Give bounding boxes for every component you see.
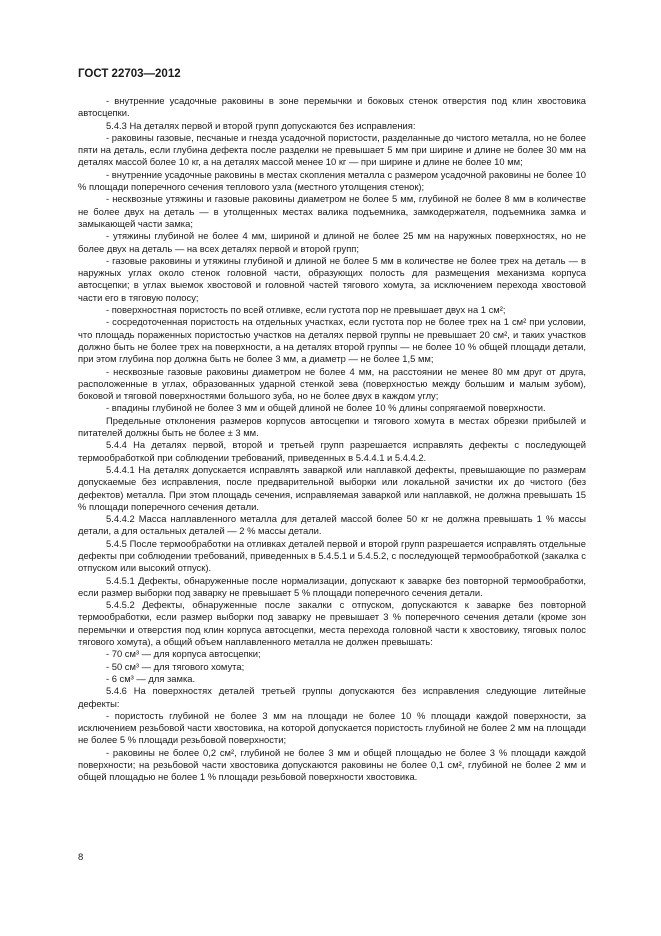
paragraph: - впадины глубиной не более 3 мм и общей длиной не более 10 % длины сопрягаемой поверхности. <box>106 402 546 414</box>
paragraph: - внутренние усадочные раковины в зоне перемычки и боковых стенок отверстия под клин хвостовика автосцепки. <box>78 95 586 119</box>
paragraph: - поверхностная пористость по всей отливке, если густота пор не превышает двух на 1 см²; <box>106 304 506 316</box>
paragraph: 5.4.4 На деталях первой, второй и третьей групп разрешается исправлять дефекты с последующей термообработкой при соблюдении требований, приведенных в 5.4.4.1 и 5.4.4.2. <box>78 439 586 463</box>
list-item: - 6 см³ — для замка. <box>106 672 196 684</box>
paragraph: 5.4.4.1 На деталях допускается исправлять заваркой или наплавкой дефекты, превышающие по размерам допускаемые без исправления, после предварительной выборки или локальной зачистки их до чистого (без дефектов) металла. При этом площадь сечения, исправляемая заваркой или наплавкой, не должна превышать 15 % площади поперечного сечения детали. <box>78 463 586 512</box>
paragraph: 5.4.5.1 Дефекты, обнаруженные после нормализации, допускают к заварке без повторной термообработки, если размер выборки под заварку не превышает 5 % площади поперечного сечения детали. <box>78 574 586 598</box>
document-header: ГОСТ 22703—2012 <box>78 68 181 80</box>
list-item: - 70 см³ — для корпуса автосцепки; <box>106 648 261 660</box>
document-body <box>78 95 586 784</box>
paragraph: - несквозные газовые раковины диаметром не более 4 мм, на расстоянии не менее 80 мм друг от друга, расположенные в углах, образованных ударной стенкой зева (поверхностью между большим и малым зубом), боковой и тяговой поверхностями большого зуба, но не более двух в каждом углу; <box>78 365 586 402</box>
paragraph: 5.4.3 На деталях первой и второй групп допускаются без исправления: <box>106 119 416 131</box>
paragraph: 5.4.5 После термообработки на отливках деталей первой и второй групп разрешается исправлять отдельные дефекты при соблюдении требований, приведенных в 5.4.5.1 и 5.4.5.2, с последующей термообработкой (закалка с отпуском или высокий отпуск). <box>78 537 586 574</box>
paragraph: - несквозные утяжины и газовые раковины диаметром не более 5 мм, глубиной не более 8 мм в количестве не более двух на деталь — в утолщенных местах валика подъемника, замкодержателя, подъемника замка и замыкающей части замка; <box>78 193 586 229</box>
paragraph: - внутренние усадочные раковины в местах скопления металла с размером усадочной раковины не более 10 % площади поперечного сечения теплового узла (местного утолщения стенок); <box>78 168 586 193</box>
list-item: - 50 см³ — для тягового хомута; <box>106 660 245 672</box>
paragraph: Предельные отклонения размеров корпусов автосцепки и тягового хомута в местах обрезки прибылей и питателей должны быть не более ± 3 мм. <box>78 414 586 439</box>
paragraph: - газовые раковины и утяжины глубиной и длиной не более 5 мм в количестве не более трех на деталь — в наружных углах около стенок головной части, образующих полость для размещения механизма корпуса автосцепки; в углах выемок хвостовой и головной частей тягового хомута, за исключением перехода хвостовой части его в тяговую полосу; <box>78 254 586 303</box>
paragraph: - утяжины глубиной не более 4 мм, шириной и длиной не более 25 мм на наружных поверхностях, но не более двух на деталь — на всех деталях первой и второй групп; <box>78 230 586 254</box>
page-number: 8 <box>78 852 84 863</box>
paragraph: - сосредоточенная пористость на отдельных участках, если густота пор не более трех на 1 см² при условии, что площадь пораженных пористостью участков на деталях первой группы не превышает 20 см², и таких участков должно быть не более трех на поверхности, а на деталях второй группы — не более 10 % общей площади детали, при этом глубина пор должна быть не более 3 мм, а диаметр — не более 1,5 мм; <box>78 316 586 365</box>
paragraph: 5.4.6 На поверхностях деталей третьей группы допускаются без исправления следующие литейные дефекты: <box>78 685 586 709</box>
paragraph: 5.4.4.2 Масса наплавленного металла для деталей массой более 50 кг не должна превышать 1 % массы детали, а для остальных деталей — 2 % массы детали. <box>78 513 586 537</box>
paragraph: - раковины не более 0,2 см², глубиной не более 3 мм и общей площадью не более 3 % площади каждой поверхности; на резьбовой части хвостовика допускаются раковины не более 0,1 см², глубиной не более 2 мм и общей площадью не более 1 % площади резьбовой поверхности хвостовика. <box>78 746 586 783</box>
paragraph: 5.4.5.2 Дефекты, обнаруженные после закалки с отпуском, допускаются к заварке без повторной термообработки, если размер выборки под заварку не превышает 3 % поперечного сечения детали (кроме зон перемычки и отверстия под клин корпуса автосцепки, места перехода головной части к хвостовику, тяговых полос тягового хомута), а общий объем наплавленного металла не должен превышать: <box>78 599 586 648</box>
paragraph: - пористость глубиной не более 3 мм на площади не более 10 % площади каждой поверхности, за исключением резьбовой части хвостовика, на которой допускается пористость глубиной не более 2 мм на площади не более 5 % площади резьбовой поверхности; <box>78 709 586 746</box>
paragraph: - раковины газовые, песчаные и гнезда усадочной пористости, разделанные до чистого металла, но не более пяти на деталь, если глубина дефекта после разделки не превышает 5 мм при ширине и длине не более 30 мм на деталях массой более 10 кг, а на деталях массой менее 10 кг — при ширине и длине не более 10 мм; <box>78 131 586 168</box>
